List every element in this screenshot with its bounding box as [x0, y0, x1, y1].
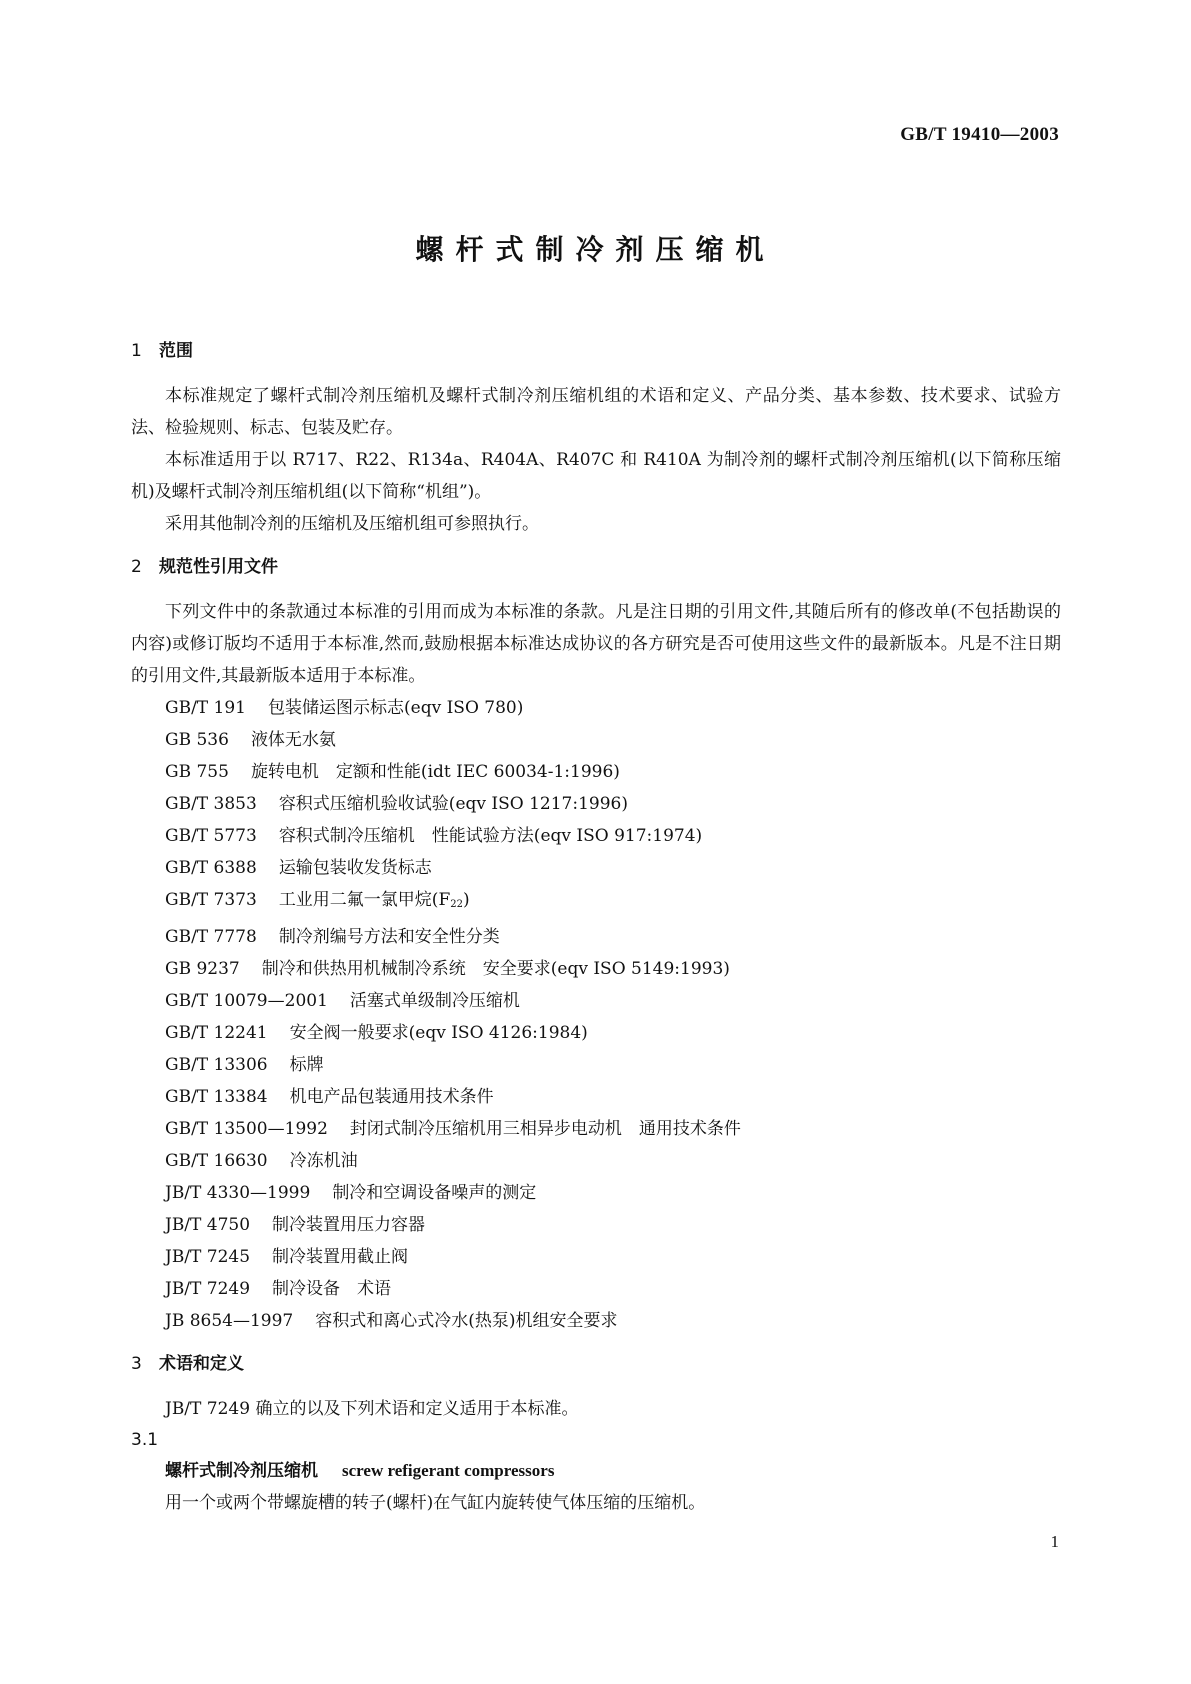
- reference-code: GB/T 3853: [165, 794, 257, 814]
- reference-title: 制冷装置用压力容器: [272, 1215, 426, 1235]
- reference-code: GB/T 7778: [165, 927, 257, 947]
- reference-code: GB/T 7373: [165, 890, 257, 910]
- reference-title: 制冷和空调设备噪声的测定: [332, 1183, 537, 1203]
- paragraph: 本标准适用于以 R717、R22、R134a、R404A、R407C 和 R410A 为制冷剂的螺杆式制冷剂压缩机(以下简称压缩机)及螺杆式制冷剂压缩机组(以下简称“机组”)。: [131, 450, 1061, 502]
- paragraph: 采用其他制冷剂的压缩机及压缩机组可参照执行。: [165, 514, 539, 534]
- section-2-heading: [131, 552, 1061, 582]
- reference-item: [131, 1305, 1061, 1337]
- term-entry: [131, 1455, 1061, 1487]
- reference-code: GB/T 191: [165, 698, 246, 718]
- reference-code: GB/T 13500—1992: [165, 1119, 328, 1139]
- subsection-number: 3.1: [131, 1430, 159, 1450]
- reference-code: JB/T 7249: [165, 1279, 251, 1299]
- reference-item: [131, 724, 1061, 756]
- term-english: screw refigerant compressors: [342, 1461, 555, 1480]
- reference-title: 容积式制冷压缩机 性能试验方法(eqv ISO 917:1974): [278, 826, 703, 846]
- section-title: 范围: [159, 341, 193, 361]
- reference-code: JB 8654—1997: [165, 1311, 294, 1331]
- reference-title: 容积式压缩机验收试验(eqv ISO 1217:1996): [278, 794, 628, 814]
- reference-code: GB/T 5773: [165, 826, 257, 846]
- section-3-heading: [131, 1349, 1061, 1379]
- section-number: 3: [131, 1354, 142, 1374]
- reference-title: 包装储运图示标志(eqv ISO 780): [268, 698, 524, 718]
- reference-title: 封闭式制冷压缩机用三相异步电动机 通用技术条件: [349, 1119, 741, 1139]
- reference-code: JB/T 7245: [165, 1247, 251, 1267]
- reference-item: [131, 820, 1061, 852]
- reference-title: 运输包装收发货标志: [278, 858, 432, 878]
- reference-code: GB/T 6388: [165, 858, 257, 878]
- reference-code: GB 9237: [165, 959, 240, 979]
- reference-code: JB/T 4330—1999: [165, 1183, 311, 1203]
- reference-code: JB/T 4750: [165, 1215, 251, 1235]
- reference-item: [131, 1145, 1061, 1177]
- reference-item: [131, 788, 1061, 820]
- reference-item: [131, 985, 1061, 1017]
- reference-item: [131, 692, 1061, 724]
- reference-item: [131, 1081, 1061, 1113]
- standard-code: GB/T 19410—2003: [900, 124, 1059, 145]
- reference-title: 制冷装置用截止阀: [272, 1247, 409, 1267]
- reference-item: [131, 1017, 1061, 1049]
- reference-title: 旋转电机 定额和性能(idt IEC 60034-1:1996): [250, 762, 620, 782]
- reference-code: GB/T 16630: [165, 1151, 268, 1171]
- document-body: [131, 336, 1061, 1519]
- reference-title: 制冷设备 术语: [272, 1279, 392, 1299]
- reference-item: [131, 1049, 1061, 1081]
- reference-item: [131, 884, 1061, 921]
- reference-code: GB/T 10079—2001: [165, 991, 328, 1011]
- section-number: 2: [131, 557, 142, 577]
- reference-item: [131, 1177, 1061, 1209]
- reference-item: [131, 756, 1061, 788]
- reference-title: 冷冻机油: [289, 1151, 358, 1171]
- reference-code: GB/T 13306: [165, 1055, 268, 1075]
- paragraph: JB/T 7249 确立的以及下列术语和定义适用于本标准。: [165, 1399, 579, 1419]
- reference-title: 活塞式单级制冷压缩机: [349, 991, 520, 1011]
- section-1-heading: [131, 336, 1061, 366]
- reference-subscript: 22: [450, 899, 463, 910]
- reference-item: [131, 1209, 1061, 1241]
- reference-item: [131, 852, 1061, 884]
- page-number: 1: [1050, 1532, 1059, 1551]
- reference-title: 标牌: [289, 1055, 324, 1075]
- term-definition: 用一个或两个带螺旋槽的转子(螺杆)在气缸内旋转使气体压缩的压缩机。: [165, 1493, 706, 1513]
- reference-item: [131, 1113, 1061, 1145]
- reference-list: [131, 692, 1061, 1337]
- reference-title: 工业用二氟一氯甲烷(F: [278, 890, 451, 910]
- reference-title-end: ): [462, 890, 470, 910]
- reference-code: GB/T 13384: [165, 1087, 268, 1107]
- reference-title: 制冷和供热用机械制冷系统 安全要求(eqv ISO 5149:1993): [261, 959, 730, 979]
- reference-item: [131, 1241, 1061, 1273]
- section-number: 1: [131, 341, 142, 361]
- reference-code: GB 755: [165, 762, 229, 782]
- reference-title: 机电产品包装通用技术条件: [289, 1087, 494, 1107]
- reference-code: GB/T 12241: [165, 1023, 268, 1043]
- reference-title: 制冷剂编号方法和安全性分类: [278, 927, 500, 947]
- reference-code: GB 536: [165, 730, 229, 750]
- paragraph: 本标准规定了螺杆式制冷剂压缩机及螺杆式制冷剂压缩机组的术语和定义、产品分类、基本参数、技术要求、试验方法、检验规则、标志、包装及贮存。: [131, 386, 1061, 438]
- section-title: 术语和定义: [159, 1354, 244, 1374]
- reference-item: [131, 1273, 1061, 1305]
- reference-title: 液体无水氨: [250, 730, 336, 750]
- term-chinese: 螺杆式制冷剂压缩机: [165, 1461, 318, 1481]
- document-title: 螺杆式制冷剂压缩机: [415, 233, 776, 266]
- reference-item: [131, 921, 1061, 953]
- reference-title: 安全阀一般要求(eqv ISO 4126:1984): [289, 1023, 588, 1043]
- section-title: 规范性引用文件: [159, 557, 278, 577]
- paragraph: 下列文件中的条款通过本标准的引用而成为本标准的条款。凡是注日期的引用文件,其随后所有的修改单(不包括勘误的内容)或修订版均不适用于本标准,然而,鼓励根据本标准达成协议的各方研究是否可使用这些文件的最新版本。凡是不注日期的引用文件,其最新版本适用于本标准。: [131, 602, 1061, 686]
- reference-item: [131, 953, 1061, 985]
- reference-title: 容积式和离心式冷水(热泵)机组安全要求: [315, 1311, 618, 1331]
